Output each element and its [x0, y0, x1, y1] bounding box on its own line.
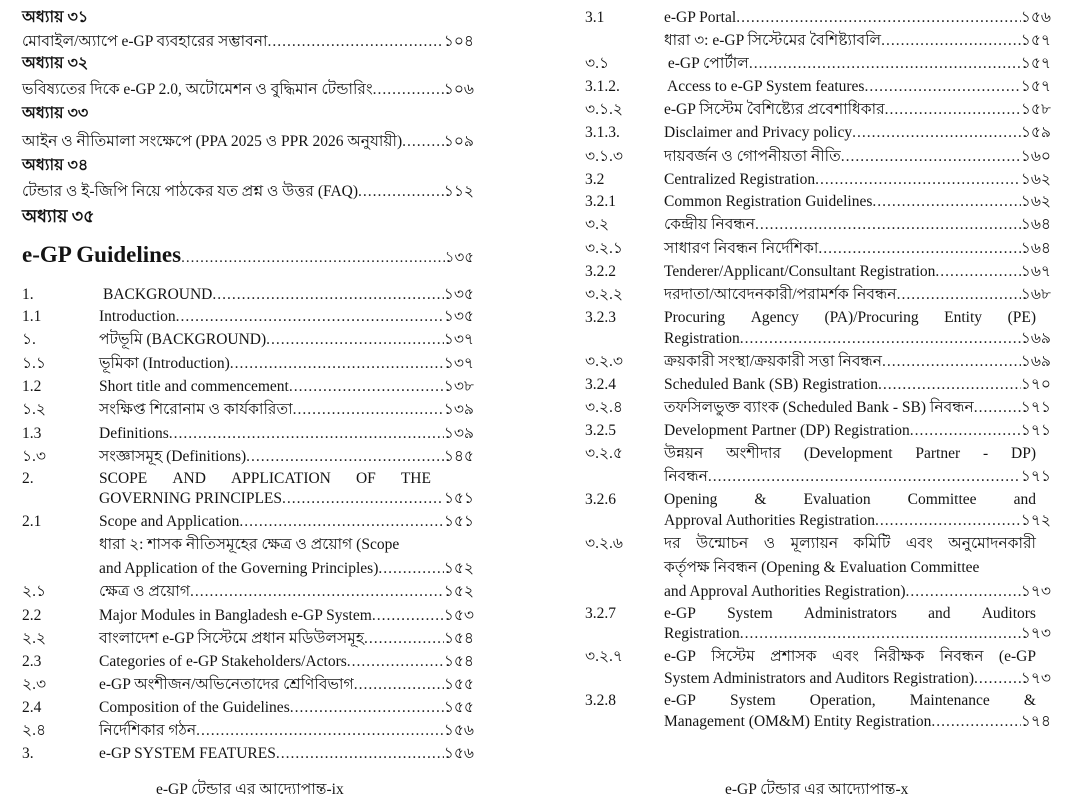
section-number: 1.3 [22, 425, 42, 442]
entry-title: and Application of the Governing Principles) [99, 560, 379, 577]
page-number: ১৬৪ [1020, 216, 1051, 233]
toc-entry[interactable] [22, 132, 474, 151]
entry-title: সংক্ষিপ্ত শিরোনাম ও কার্যকারিতা [99, 401, 293, 418]
entry-title: দায়বর্জন ও গোপনীয়তা নীতি [664, 148, 841, 165]
page-number: ১৭৩ [1020, 583, 1051, 600]
page-number: ১৭১ [1020, 399, 1051, 416]
toc-entry[interactable] [22, 377, 474, 396]
toc-entry[interactable] [22, 698, 474, 717]
toc-entry[interactable] [22, 424, 474, 443]
section-number: 2.3 [22, 653, 42, 670]
section-number: 3.2.6 [585, 491, 616, 508]
word: Maintenance [909, 692, 990, 709]
word: System [729, 692, 776, 709]
word: Evaluation [803, 491, 871, 508]
page-number: ১৫২ [443, 560, 474, 577]
dot-leader [230, 354, 444, 373]
word: (PA)/Procuring [824, 309, 919, 326]
word: SCOPE [99, 470, 148, 487]
word: (PE) [1007, 309, 1036, 326]
toc-entry[interactable] [22, 582, 474, 601]
word: উন্নয়ন [664, 445, 704, 462]
section-number: 3.1 [585, 9, 605, 26]
section-number: ৩.২.২ [585, 286, 623, 303]
toc-entry[interactable] [22, 447, 474, 466]
entry-title: Development Partner (DP) Registration [664, 422, 910, 439]
entry-title: নির্দেশিকার গঠন [99, 722, 197, 739]
dot-leader [755, 215, 1021, 234]
page-number: ১৫৮ [1020, 101, 1051, 118]
page-number: ১৬৭ [1020, 263, 1051, 280]
section-number: ১.১ [22, 355, 46, 372]
dot-leader [740, 329, 1021, 348]
guidelines-title-entry[interactable] [22, 242, 474, 271]
toc-entry[interactable] [585, 77, 1051, 96]
toc-entry[interactable] [585, 262, 1051, 281]
word: অংশীদার [726, 445, 782, 462]
entry-title: Scope and Application [99, 513, 240, 530]
dot-leader [841, 147, 1021, 166]
section-number: 3.2.7 [585, 605, 616, 622]
chapter-heading: অধ্যায় ৩৩ [22, 105, 89, 122]
page-number: ১৫৬ [443, 745, 474, 762]
dot-leader [875, 511, 1021, 530]
word: সিস্টেম [711, 648, 755, 665]
section-number: ৩.২.৬ [585, 535, 623, 552]
section-number: ৩.২.১ [585, 240, 623, 257]
page-number: ১৫৯ [1020, 124, 1051, 141]
word: কমিটি [853, 535, 891, 552]
section-number: ৩.১.২ [585, 101, 623, 118]
toc-entry[interactable] [585, 54, 1051, 73]
entry-title: Introduction [99, 308, 176, 325]
toc-entry[interactable] [585, 170, 1051, 189]
dot-leader [347, 652, 444, 671]
word: দর [664, 535, 681, 552]
entry-title: দরদাতা/আবেদনকারী/পরামর্শক নিবন্ধন [664, 286, 897, 303]
entry-title: Access to e-GP System features [664, 78, 865, 95]
page-number: ১৫৩ [443, 607, 474, 624]
entry-title: Tenderer/Applicant/Consultant Registration [664, 263, 936, 280]
entry-title-line1: ধারা ২: শাসক নীতিসমূহের ক্ষেত্র ও প্রয়োগ (Scope [99, 536, 400, 553]
dot-leader [268, 32, 444, 51]
word: & [754, 491, 767, 508]
section-number: 3.2.4 [585, 376, 616, 393]
dot-leader [364, 629, 444, 648]
chapter-heading: অধ্যায় ৩২ [22, 55, 89, 72]
entry-title: Common Registration Guidelines [664, 193, 873, 210]
toc-entry[interactable] [585, 147, 1051, 166]
page-number: ১০৪ [443, 33, 474, 50]
word: APPLICATION [230, 470, 331, 487]
dot-leader [818, 239, 1020, 258]
word: Partner [915, 445, 961, 462]
toc-entry[interactable] [585, 215, 1051, 234]
toc-entry[interactable] [22, 32, 474, 51]
section-number: 3.2.8 [585, 692, 616, 709]
right-page [540, 0, 1080, 804]
section-number: 2.4 [22, 699, 42, 716]
word: Agency [750, 309, 799, 326]
dot-leader [736, 8, 1021, 27]
dot-leader [378, 559, 443, 578]
entry-title: ভূমিকা (Introduction) [99, 355, 230, 372]
word: System [727, 605, 773, 622]
entry-title: Short title and commencement [99, 378, 289, 395]
word: মূল্যায়ন [790, 535, 839, 552]
dot-leader [181, 250, 445, 267]
section-number: 3. [22, 745, 34, 762]
word: e-GP [664, 692, 696, 709]
dot-leader [852, 123, 1021, 142]
section-number: 1.1 [22, 308, 42, 325]
page-number: ১০৯ [443, 133, 474, 150]
entry-title-line1 [664, 444, 1036, 463]
dot-leader [815, 170, 1021, 189]
section-number: ২.১ [22, 583, 47, 600]
entry-title: Registration [664, 330, 740, 347]
dot-leader [708, 467, 1021, 486]
section-number: ১.২ [22, 401, 47, 418]
page-number: ১৩৫ [443, 308, 474, 325]
word: Opening [664, 491, 718, 508]
toc-entry[interactable] [664, 31, 1051, 50]
section-number: ৩.২.৪ [585, 399, 623, 416]
dot-leader [749, 54, 1021, 73]
word: উন্মোচন [696, 535, 749, 552]
dot-leader [402, 132, 444, 151]
page-number: ১৭৩ [1020, 625, 1051, 642]
page-footer: e-GP টেন্ডার এর আদ্যোপান্ত-ix [156, 781, 344, 798]
section-number: ২.৩ [22, 676, 47, 693]
entry-title: Approval Authorities Registration [664, 512, 875, 529]
page-number: ১৭১ [1020, 468, 1051, 485]
section-number: 3.2 [585, 171, 605, 188]
word: THE [400, 470, 431, 487]
page-number: ১৬০ [1020, 148, 1051, 165]
page-number: ১৭০ [1020, 376, 1051, 393]
entry-title: টেন্ডার ও ই-জিপি নিয়ে পাঠকের যত প্রশ্ন ও উত্তর (FAQ) [22, 183, 358, 200]
page-number: ১৫৪ [443, 630, 474, 647]
page-number: ১৫১ [443, 513, 474, 530]
word: নিবন্ধন [939, 648, 984, 665]
dot-leader [276, 744, 444, 763]
word: (e-GP [998, 648, 1036, 665]
page-number: ১৩৭ [443, 331, 474, 348]
dot-leader [282, 489, 444, 508]
entry-title: Registration [664, 625, 740, 642]
section-number: 3.1.2. [585, 78, 620, 95]
word: DP) [1011, 445, 1036, 462]
page-number: ১৭১ [1020, 422, 1051, 439]
entry-title: ধারা ৩: e-GP সিস্টেমের বৈশিষ্ট্যাবলি [664, 32, 882, 49]
dot-leader [196, 721, 444, 740]
page-number: ১৫৬ [443, 722, 474, 739]
entry-title: System Administrators and Auditors Registration) [664, 670, 974, 687]
page-number: ১৩৯ [443, 401, 474, 418]
toc-entry[interactable] [22, 606, 474, 625]
entry-title: and Approval Authorities Registration) [664, 583, 906, 600]
dot-leader [906, 582, 1021, 601]
page-number: ১৫৫ [443, 699, 474, 716]
entry-title: মোবাইল/অ্যাপে e-GP ব্যবহারের সম্ভাবনা [22, 33, 268, 50]
toc-entry[interactable] [585, 100, 1051, 119]
section-number: ৩.১.৩ [585, 148, 623, 165]
dot-leader [290, 698, 444, 717]
word: e-GP [664, 648, 696, 665]
toc-entry[interactable] [22, 354, 474, 373]
entry-title: Management (OM&M) Entity Registration [664, 713, 932, 730]
section-number: ২.২ [22, 630, 47, 647]
toc-entry[interactable] [22, 744, 474, 763]
page-number: ১১২ [443, 183, 474, 200]
dot-leader [910, 421, 1021, 440]
entry-title: নিবন্ধন [664, 468, 708, 485]
dot-leader [358, 182, 444, 201]
chapter-heading: অধ্যায় ৩৪ [22, 157, 89, 174]
page-number: ১৬৪ [1020, 240, 1051, 257]
section-number: 3.2.5 [585, 422, 616, 439]
entry-title-line1 [664, 647, 1036, 666]
entry-title-line1 [664, 604, 1036, 623]
dot-leader [882, 352, 1021, 371]
entry-title: Major Modules in Bangladesh e-GP System [99, 607, 372, 624]
page-number: ১০৬ [443, 81, 474, 98]
toc-entry[interactable] [585, 421, 1051, 440]
toc-entry[interactable] [22, 512, 474, 531]
entry-title-line1 [99, 469, 431, 488]
section-number: 2. [22, 470, 34, 487]
section-number: 3.2.3 [585, 309, 616, 326]
section-number: ৩.২.৫ [585, 445, 623, 462]
dot-leader [354, 675, 444, 694]
section-number: ৩.২.৭ [585, 648, 623, 665]
word: Entity [944, 309, 983, 326]
entry-title-line2: কর্তৃপক্ষ নিবন্ধন (Opening & Evaluation Committee [664, 559, 980, 576]
toc-entry[interactable] [22, 721, 474, 740]
entry-title: e-GP SYSTEM FEATURES [99, 745, 276, 762]
toc-entry[interactable] [22, 400, 474, 419]
toc-entry[interactable] [22, 80, 474, 99]
section-number: 2.1 [22, 513, 42, 530]
dot-leader [864, 77, 1020, 96]
dot-leader [974, 398, 1021, 417]
entry-title: BACKGROUND [103, 286, 213, 303]
page-number: ১৪৫ [443, 448, 474, 465]
word: (Development [803, 445, 893, 462]
word: Auditors [981, 605, 1036, 622]
dot-leader [176, 307, 444, 326]
page-number: ১৬২ [1020, 171, 1051, 188]
dot-leader [931, 712, 1020, 731]
section-number: 3.1.3. [585, 124, 620, 141]
toc-entry[interactable] [585, 123, 1051, 142]
toc-entry[interactable] [585, 375, 1051, 394]
toc-entry[interactable] [585, 398, 1051, 417]
page-number: ১৭৪ [1020, 713, 1051, 730]
entry-title: e-GP পোর্টাল [664, 55, 749, 72]
section-number: ৩.২ [585, 216, 610, 233]
page-number: ১৩৫ [444, 250, 474, 266]
entry-title: ক্ষেত্র ও প্রয়োগ [99, 583, 190, 600]
word: অনুমোদনকারী [948, 535, 1036, 552]
entry-title: সংজ্ঞাসমূহ (Definitions) [99, 448, 247, 465]
dot-leader [190, 582, 444, 601]
toc-entry[interactable] [585, 352, 1051, 371]
section-number: 3.2.2 [585, 263, 616, 280]
word: AND [172, 470, 206, 487]
entry-title: আইন ও নীতিমালা সংক্ষেপে (PPA 2025 ও PPR 2026 অনুযায়ী) [22, 133, 403, 150]
entry-title: e-GP Portal [664, 9, 737, 26]
page-number: ১৫৭ [1020, 32, 1051, 49]
entry-title: সাধারণ নিবন্ধন নির্দেশিকা [664, 240, 819, 257]
page-number: ১৬২ [1020, 193, 1051, 210]
dot-leader [239, 512, 443, 531]
word: e-GP [664, 605, 696, 622]
word: and [928, 605, 951, 622]
dot-leader [881, 31, 1021, 50]
page-number: ১৭৩ [1020, 670, 1051, 687]
page-number: ১৫১ [443, 490, 474, 507]
dot-leader [373, 80, 444, 99]
chapter-heading: অধ্যায় ৩৫ [22, 206, 95, 226]
dot-leader [872, 192, 1020, 211]
dot-leader [289, 377, 444, 396]
dot-leader [740, 624, 1021, 643]
toc-entry[interactable] [22, 285, 474, 304]
word: ও [763, 535, 776, 552]
word: and [1013, 491, 1036, 508]
word: - [983, 445, 989, 462]
section-number: 1. [22, 286, 34, 303]
page-number: ১৫৭ [1020, 78, 1051, 95]
entry-title: e-GP সিস্টেম বৈশিষ্ট্যের প্রবেশাধিকার [664, 101, 885, 118]
page-number: ১৫৪ [443, 653, 474, 670]
section-number: ১. [22, 331, 36, 348]
entry-title-line1 [664, 308, 1036, 327]
entry-title: ক্রয়কারী সংস্থা/ক্রয়কারী সত্তা নিবন্ধন [664, 353, 883, 370]
entry-title-line1 [664, 534, 1036, 553]
word: এবং [905, 535, 933, 552]
page-number: ১৫২ [443, 583, 474, 600]
page-number: ১৬৮ [1020, 286, 1051, 303]
dot-leader [935, 262, 1020, 281]
dot-leader [266, 330, 444, 349]
dot-leader [169, 424, 444, 443]
word: এবং [831, 648, 859, 665]
page-number: ১৬৯ [1020, 353, 1051, 370]
page-number: ১৩৮ [443, 378, 474, 395]
entry-title: তফসিলভুক্ত ব্যাংক (Scheduled Bank - SB) নিবন্ধন [664, 399, 974, 416]
dot-leader [974, 669, 1021, 688]
section-number: ২.৪ [22, 722, 47, 739]
entry-title: Scheduled Bank (SB) Registration [664, 376, 878, 393]
entry-title: Centralized Registration [664, 171, 816, 188]
section-number: ১.৩ [22, 448, 47, 465]
page-footer: e-GP টেন্ডার এর আদ্যোপান্ত-x [725, 781, 909, 798]
dot-leader [885, 100, 1021, 119]
entry-title: GOVERNING PRINCIPLES [99, 490, 282, 507]
toc-entry[interactable] [22, 307, 474, 326]
page-number: ১৩৫ [443, 286, 474, 303]
entry-title: বাংলাদেশ e-GP সিস্টেমে প্রধান মডিউলসমূহ [99, 630, 365, 647]
dot-leader [212, 285, 443, 304]
word: প্রশাসক [770, 648, 817, 665]
section-number: ৩.১ [585, 55, 610, 72]
page-number: ১৫৭ [1020, 55, 1051, 72]
word: Procuring [664, 309, 726, 326]
word: Administrators [803, 605, 897, 622]
toc-entry[interactable] [22, 652, 474, 671]
toc-entry[interactable] [585, 239, 1051, 258]
page-number: ১৭২ [1020, 512, 1051, 529]
word: OF [355, 470, 376, 487]
entry-title: ভবিষ্যতের দিকে e-GP 2.0, অটোমেশন ও বুদ্ধিমান টেন্ডারিং [22, 81, 373, 98]
entry-title: Disclaimer and Privacy policy [664, 124, 853, 141]
page-number: ১৬৯ [1020, 330, 1051, 347]
entry-title: Definitions [99, 425, 169, 442]
entry-title: e-GP অংশীজন/অভিনেতাদের শ্রেণিবিভাগ [99, 676, 354, 693]
entry-title: Categories of e-GP Stakeholders/Actors [99, 653, 347, 670]
word: নিরীক্ষক [874, 648, 925, 665]
entry-title-line1 [664, 490, 1036, 509]
entry-title-line1 [664, 691, 1036, 710]
toc-entry[interactable] [585, 8, 1051, 27]
chapter-heading: অধ্যায় ৩১ [22, 9, 89, 26]
toc-entry[interactable] [585, 285, 1051, 304]
dot-leader [293, 400, 444, 419]
word: Committee [907, 491, 977, 508]
entry-title: Composition of the Guidelines [99, 699, 290, 716]
entry-title: কেন্দ্রীয় নিবন্ধন [664, 216, 755, 233]
section-number: 2.2 [22, 607, 42, 624]
toc-entry[interactable] [22, 182, 474, 201]
dot-leader [372, 606, 444, 625]
dot-leader [246, 447, 444, 466]
toc-entry[interactable] [22, 330, 474, 349]
guidelines-title: e-GP Guidelines [22, 242, 182, 267]
page-number: ১৩৯ [443, 425, 474, 442]
section-number: 1.2 [22, 378, 42, 395]
page-number: ১৩৭ [443, 355, 474, 372]
toc-entry[interactable] [585, 192, 1051, 211]
word: Operation, [809, 692, 876, 709]
toc-entry[interactable] [22, 675, 474, 694]
page-number: ১৫৫ [443, 676, 474, 693]
section-number: 3.2.1 [585, 193, 616, 210]
dot-leader [897, 285, 1021, 304]
entry-title: পটভূমি (BACKGROUND) [99, 331, 267, 348]
page-number: ১৫৬ [1020, 9, 1051, 26]
section-number: ৩.২.৩ [585, 353, 623, 370]
dot-leader [878, 375, 1021, 394]
word: & [1023, 692, 1036, 709]
toc-entry[interactable] [22, 629, 474, 648]
